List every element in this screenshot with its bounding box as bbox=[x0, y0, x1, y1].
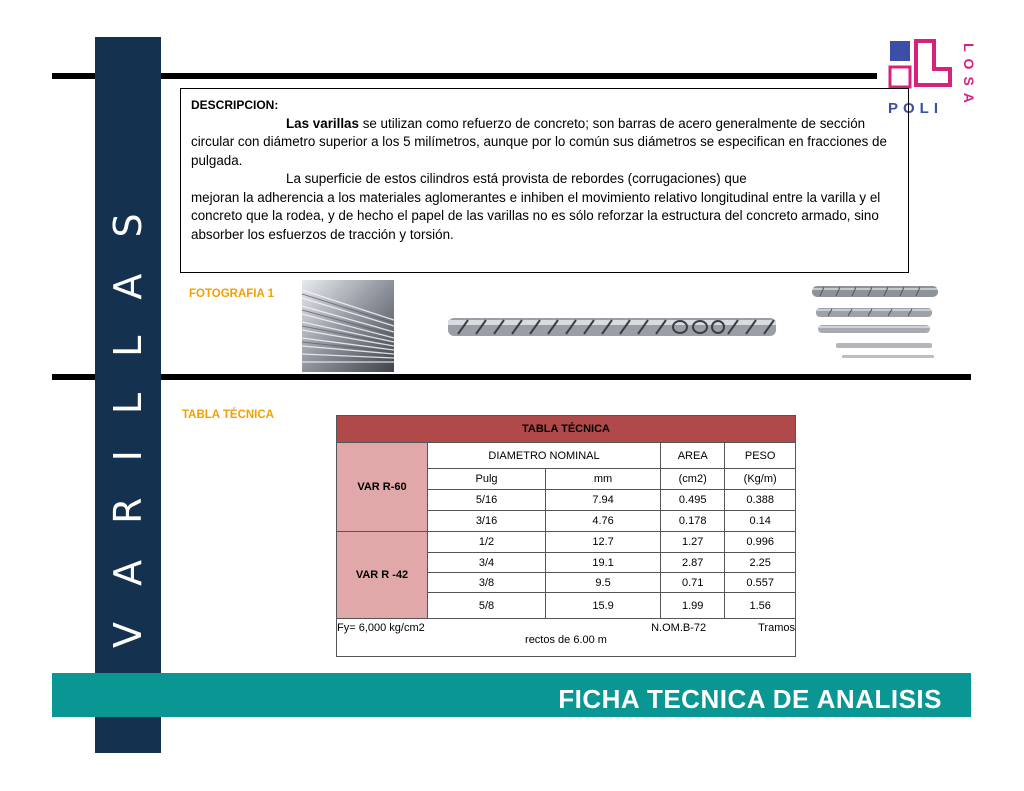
top-rule-left bbox=[52, 73, 95, 79]
photo-label: FOTOGRAFIA 1 bbox=[189, 288, 274, 300]
cell-pulg: 3/4 bbox=[428, 553, 546, 573]
table-row bbox=[337, 532, 796, 553]
description-paragraph-2: mejoran la adherencia a los materiales aglomerantes e inhiben el movimiento relativo longitudinal entre la varilla y el concreto que la rodea, y de hecho el papel de las varillas no es sólo reforzar la estructura del concreto armado, sino absorber los esfuerzos de tracción y torsión. bbox=[191, 189, 881, 242]
cell-area: 2.87 bbox=[661, 553, 725, 573]
cell-peso: 0.14 bbox=[725, 511, 796, 532]
cell-pulg: 5/8 bbox=[428, 593, 546, 619]
cell-peso: 2.25 bbox=[725, 553, 796, 573]
cell-area: 0.495 bbox=[661, 490, 725, 511]
cell-peso: 0.557 bbox=[725, 573, 796, 593]
logo-text-losa: LOSA bbox=[961, 43, 977, 110]
logo-text-poli: POLI bbox=[888, 100, 944, 117]
note-rectos: rectos de 6.00 m bbox=[525, 634, 607, 646]
col-header-diametro: DIAMETRO NOMINAL bbox=[428, 443, 661, 469]
cell-pulg: 3/16 bbox=[428, 511, 546, 532]
cell-area: 0.178 bbox=[661, 511, 725, 532]
description-bold-lead: Las varillas bbox=[286, 115, 359, 131]
unit-mm: mm bbox=[546, 469, 661, 490]
cell-pulg: 5/16 bbox=[428, 490, 546, 511]
cell-pulg: 1/2 bbox=[428, 532, 546, 553]
cell-area: 1.27 bbox=[661, 532, 725, 553]
col-header-area: AREA bbox=[661, 443, 725, 469]
cell-mm: 19.1 bbox=[546, 553, 661, 573]
cell-peso: 0.996 bbox=[725, 532, 796, 553]
description-paragraph-1: se utilizan como refuerzo de concreto; son barras de acero generalmente de sección circular con diámetro superior a los 5 milímetros, aunque por lo común sus diámetros se especifican en fracciones de pulgada. bbox=[191, 115, 887, 168]
sidebar-title: V A R I L L A S bbox=[106, 201, 150, 648]
cell-pulg: 3/8 bbox=[428, 573, 546, 593]
rebar-single-photo bbox=[448, 314, 776, 340]
cell-peso: 1.56 bbox=[725, 593, 796, 619]
cell-mm: 12.7 bbox=[546, 532, 661, 553]
technical-table bbox=[336, 415, 796, 657]
unit-pulg: Pulg bbox=[428, 469, 546, 490]
table-label: TABLA TÉCNICA bbox=[182, 409, 274, 421]
cell-mm: 7.94 bbox=[546, 490, 661, 511]
group-label-r42: VAR R -42 bbox=[337, 532, 428, 619]
note-tramos: Tramos bbox=[758, 622, 795, 634]
cell-area: 0.71 bbox=[661, 573, 725, 593]
note-fy: Fy= 6,000 kg/cm2 bbox=[337, 622, 425, 634]
cell-mm: 4.76 bbox=[546, 511, 661, 532]
rebar-sizes-photo bbox=[808, 282, 942, 364]
cell-mm: 15.9 bbox=[546, 593, 661, 619]
group-label-r60: VAR R-60 bbox=[337, 443, 428, 532]
note-nom: N.OM.B-72 bbox=[651, 622, 707, 634]
middle-rule bbox=[161, 374, 971, 380]
table-footnote bbox=[337, 619, 796, 657]
description-paragraph-2-lead: La superficie de estos cilindros está provista de rebordes (corrugaciones) que bbox=[286, 171, 747, 186]
unit-peso: (Kg/m) bbox=[725, 469, 796, 490]
cell-mm: 9.5 bbox=[546, 573, 661, 593]
col-header-peso: PESO bbox=[725, 443, 796, 469]
description-label: DESCRIPCION: bbox=[191, 98, 279, 112]
rebar-bundle-photo bbox=[302, 280, 394, 372]
top-rule bbox=[161, 73, 877, 79]
middle-rule-left bbox=[52, 374, 95, 380]
table-title: TABLA TÉCNICA bbox=[337, 416, 796, 443]
cell-peso: 0.388 bbox=[725, 490, 796, 511]
footer-title: FICHA TECNICA DE ANALISIS bbox=[558, 684, 942, 714]
description-box bbox=[180, 88, 909, 273]
unit-area: (cm2) bbox=[661, 469, 725, 490]
cell-area: 1.99 bbox=[661, 593, 725, 619]
